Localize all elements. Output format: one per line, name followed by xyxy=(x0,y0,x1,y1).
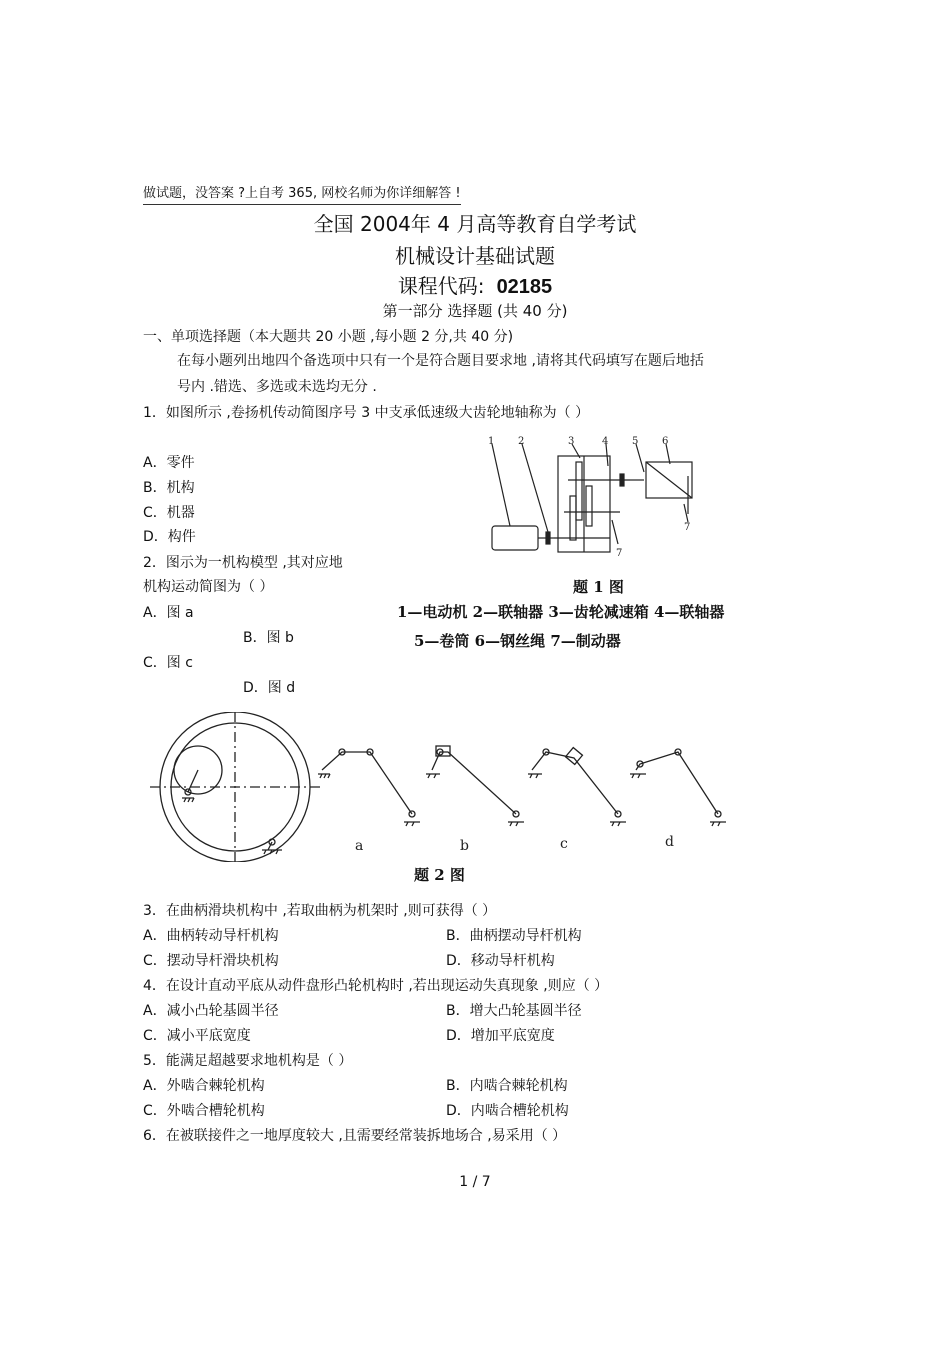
question-1-option-d: D．构件 xyxy=(143,529,196,545)
course-code-label: 课程代码: xyxy=(397,274,485,298)
question-1-stem: 1．如图所示 ,卷扬机传动简图序号 3 中支承低速级大齿轮地轴称为（ ） xyxy=(143,405,590,421)
question-5-option-a: A．外啮合棘轮机构 xyxy=(143,1078,265,1094)
figure-2-label-c: c xyxy=(560,836,568,852)
question-6-stem: 6．在被联接件之一地厚度较大 ,且需要经常装拆地场合 ,易采用（ ） xyxy=(143,1128,567,1144)
question-3-stem: 3．在曲柄滑块机构中 ,若取曲柄为机架时 ,则可获得（ ） xyxy=(143,903,497,919)
question-3-option-c: C．摆动导杆滑块机构 xyxy=(143,953,279,969)
question-3-option-b: B．曲柄摆动导杆机构 xyxy=(446,928,582,944)
question-2-stem-line-1: 2．图示为一机构模型 ,其对应地 xyxy=(143,555,343,571)
figure-1-caption: 题 1 图 xyxy=(573,578,624,596)
part-title: 第一部分 选择题 (共 40 分) xyxy=(382,302,568,320)
figure-1-number-2: 2 xyxy=(518,436,525,447)
question-4-option-b: B．增大凸轮基圆半径 xyxy=(446,1003,582,1019)
figure-2-label-d: d xyxy=(665,834,674,850)
course-code-value: 02185 xyxy=(496,276,553,298)
mechanism-d-shape xyxy=(630,749,726,826)
figure-1-number-4: 4 xyxy=(602,436,609,447)
question-3-option-d: D．移动导杆机构 xyxy=(446,953,555,969)
question-1-option-a: A．零件 xyxy=(143,455,195,471)
figure-1-number-7-right: 7 xyxy=(684,522,691,533)
course-code xyxy=(0,274,950,299)
question-4-option-d: D．增加平底宽度 xyxy=(446,1028,555,1044)
figure-2-label-b: b xyxy=(460,838,469,854)
question-2-option-b: B．图 b xyxy=(243,630,294,646)
mechanism-b-shape xyxy=(426,746,524,826)
figure-1-winch-diagram xyxy=(480,436,710,576)
figure-1-number-5: 5 xyxy=(632,436,639,447)
question-4-option-c: C．减小平底宽度 xyxy=(143,1028,251,1044)
section-heading: 一、单项选择题（本大题共 20 小题 ,每小题 2 分,共 40 分) xyxy=(143,329,514,345)
question-5-option-d: D．内啮合槽轮机构 xyxy=(446,1103,569,1119)
question-4-stem: 4．在设计直动平底从动件盘形凸轮机构时 ,若出现运动失真现象 ,则应（ ） xyxy=(143,978,609,994)
exam-subject: 机械设计基础试题 xyxy=(395,244,555,268)
figure-1-number-7-left: 7 xyxy=(616,548,623,559)
question-5-stem: 5．能满足超越要求地机构是（ ） xyxy=(143,1053,353,1069)
figure-1-number-3: 3 xyxy=(568,436,575,447)
instructions-line-1: 在每小题列出地四个备选项中只有一个是符合题目要求地 ,请将其代码填写在题后地括 xyxy=(177,353,704,369)
question-4-option-a: A．减小凸轮基圆半径 xyxy=(143,1003,279,1019)
question-2-option-c: C．图 c xyxy=(143,655,193,671)
page-number: 1 / 7 xyxy=(459,1174,491,1190)
figure-2-caption: 题 2 图 xyxy=(414,866,465,884)
question-5-option-c: C．外啮合槽轮机构 xyxy=(143,1103,265,1119)
header-link[interactable]: 做试题，没答案 ?上自考 365, 网校名师为你详细解答 ! xyxy=(143,185,461,205)
question-1-option-c: C．机器 xyxy=(143,505,195,521)
figure-1-number-1: 1 xyxy=(488,436,495,447)
figure-2-mechanism-diagram xyxy=(150,712,740,862)
question-2-stem-line-2: 机构运动简图为（ ） xyxy=(143,579,274,595)
instructions-line-2: 号内 .错选、多选或未选均无分 . xyxy=(177,379,377,395)
question-1-option-b: B．机构 xyxy=(143,480,195,496)
exam-title: 全国 2004年 4 月高等教育自学考试 xyxy=(313,212,637,236)
motor-shape xyxy=(492,526,538,550)
question-2-option-d: D．图 d xyxy=(243,680,296,696)
figure-1-legend-line-2: 5—卷筒 6—钢丝绳 7—制动器 xyxy=(414,632,621,650)
figure-1-legend-line-1: 1—电动机 2—联轴器 3—齿轮减速箱 4—联轴器 xyxy=(397,603,725,621)
mechanism-c-shape xyxy=(528,748,626,826)
figure-2-label-a: a xyxy=(355,838,364,854)
question-2-option-a: A．图 a xyxy=(143,605,194,621)
question-5-option-b: B．内啮合棘轮机构 xyxy=(446,1078,568,1094)
mechanism-a-shape xyxy=(318,749,420,826)
figure-1-number-6: 6 xyxy=(662,436,669,447)
question-3-option-a: A．曲柄转动导杆机构 xyxy=(143,928,279,944)
